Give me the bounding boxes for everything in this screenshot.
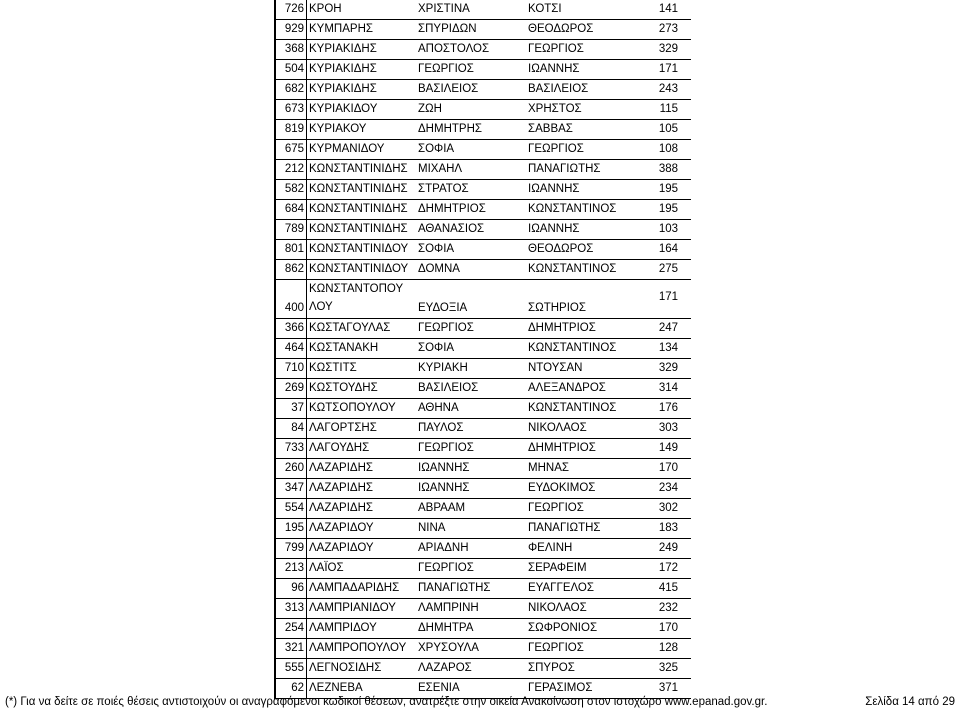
code-cell: 347 [274, 479, 307, 498]
table-row [274, 399, 691, 419]
table-row [274, 0, 691, 20]
position-cell: 103 [658, 223, 678, 235]
name-cell: ΔΗΜΗΤΡΑ [418, 622, 474, 634]
surname-cell: ΚΩΣΤΑΝΑΚΗ [309, 342, 379, 354]
position-cell: 325 [658, 662, 678, 674]
position-cell: 176 [658, 402, 678, 414]
code-cell: 684 [274, 200, 307, 219]
table-row [274, 319, 691, 339]
name-cell: ΝΙΝΑ [418, 522, 446, 534]
name-cell: ΜΙΧΑΗΛ [418, 163, 463, 175]
father-name-cell: ΠΑΝΑΓΙΩΤΗΣ [528, 163, 601, 175]
position-cell: 170 [658, 622, 678, 634]
code-cell: 321 [274, 639, 307, 658]
father-name-cell: ΕΥΑΓΓΕΛΟΣ [528, 582, 594, 594]
name-cell: ΑΘΑΝΑΣΙΟΣ [418, 223, 485, 235]
code-cell: 313 [274, 599, 307, 618]
name-cell: ΓΕΩΡΓΙΟΣ [418, 63, 474, 75]
surname-cell: ΛΑΜΠΡΙΔΟΥ [309, 622, 377, 634]
father-name-cell: ΘΕΟΔΩΡΟΣ [528, 243, 594, 255]
surname-cell: ΛΑΖΑΡΙΔΗΣ [309, 482, 374, 494]
code-cell: 733 [274, 439, 307, 458]
position-cell: 171 [658, 63, 678, 75]
father-name-cell: ΝΙΚΟΛΑΟΣ [528, 422, 587, 434]
code-cell: 368 [274, 40, 307, 59]
surname-cell: ΛΑΖΑΡΙΔΟΥ [309, 542, 374, 554]
position-cell: 234 [658, 482, 678, 494]
surname-cell: ΚΩΣΤΟΥΔΗΣ [309, 382, 378, 394]
position-cell: 183 [658, 522, 678, 534]
position-cell: 273 [658, 23, 678, 35]
table-row [274, 419, 691, 439]
father-name-cell: ΣΩΦΡΟΝΙΟΣ [528, 622, 598, 634]
page-number: Σελίδα 14 από 29 [865, 696, 955, 708]
code-cell: 710 [274, 359, 307, 378]
code-cell: 929 [274, 20, 307, 39]
code-cell: 269 [274, 379, 307, 398]
position-cell: 164 [658, 243, 678, 255]
surname-cell: ΛΑΜΠΡΙΑΝΙΔΟΥ [309, 602, 396, 614]
position-cell: 302 [658, 502, 678, 514]
table-row [274, 619, 691, 639]
father-name-cell: ΣΩΤΗΡΙΟΣ [528, 302, 586, 314]
code-cell: 213 [274, 559, 307, 578]
name-cell: ΠΑΝΑΓΙΩΤΗΣ [418, 582, 491, 594]
code-cell: 96 [274, 579, 307, 598]
father-name-cell: ΙΩΑΝΝΗΣ [528, 183, 580, 195]
position-cell: 105 [658, 123, 678, 135]
position-cell: 115 [659, 103, 678, 115]
code-cell: 862 [274, 260, 307, 279]
father-name-cell: ΓΕΩΡΓΙΟΣ [528, 642, 584, 654]
table-row [274, 559, 691, 579]
father-name-cell: ΓΕΡΑΣΙΜΟΣ [528, 682, 593, 694]
name-cell: ΣΤΡΑΤΟΣ [418, 183, 469, 195]
table-row [274, 459, 691, 479]
table-row [274, 639, 691, 659]
code-cell: 212 [274, 160, 307, 179]
position-cell: 314 [658, 382, 678, 394]
position-cell: 171 [658, 291, 678, 303]
position-cell: 247 [658, 322, 678, 334]
code-cell: 682 [274, 80, 307, 99]
table-row [274, 120, 691, 140]
table-row [274, 200, 691, 220]
surname-cell: ΛΑΖΑΡΙΔΟΥ [309, 522, 374, 534]
position-cell: 388 [658, 163, 678, 175]
position-cell: 329 [658, 43, 678, 55]
father-name-cell: ΣΑΒΒΑΣ [528, 123, 573, 135]
table-row [274, 260, 691, 280]
position-cell: 195 [658, 183, 678, 195]
table-row [274, 659, 691, 679]
table-row [274, 20, 691, 40]
name-cell: ΙΩΑΝΝΗΣ [418, 462, 470, 474]
results-table [274, 0, 691, 699]
surname-cell: ΚΩΝΣΤΑΝΤΟΠΟΥΛΟΥ [309, 283, 404, 313]
name-cell: ΑΡΙΑΔΝΗ [418, 542, 469, 554]
table-row [274, 40, 691, 60]
table-row [274, 140, 691, 160]
surname-cell: ΚΥΡΙΑΚΙΔΗΣ [309, 63, 377, 75]
name-cell: ΛΑΜΠΡΙΝΗ [418, 602, 479, 614]
position-cell: 108 [658, 143, 678, 155]
position-cell: 141 [658, 3, 678, 15]
father-name-cell: ΚΩΝΣΤΑΝΤΙΝΟΣ [528, 203, 617, 215]
name-cell: ΧΡΥΣΟΥΛΑ [418, 642, 479, 654]
father-name-cell: ΠΑΝΑΓΙΩΤΗΣ [528, 522, 601, 534]
name-cell: ΣΟΦΙΑ [418, 342, 455, 354]
code-cell: 819 [274, 120, 307, 139]
father-name-cell: ΙΩΑΝΝΗΣ [528, 223, 580, 235]
code-cell: 555 [274, 659, 307, 678]
table-row [274, 599, 691, 619]
surname-cell: ΚΥΡΙΑΚΙΔΟΥ [309, 103, 378, 115]
father-name-cell: ΜΗΝΑΣ [528, 462, 569, 474]
father-name-cell: ΕΥΔΟΚΙΜΟΣ [528, 482, 596, 494]
position-cell: 275 [658, 263, 678, 275]
code-cell: 675 [274, 140, 307, 159]
surname-cell: ΚΩΝΣΤΑΝΤΙΝΙΔΗΣ [309, 203, 408, 215]
position-cell: 371 [658, 682, 678, 694]
name-cell: ΛΑΖΑΡΟΣ [418, 662, 472, 674]
surname-cell: ΚΡΟΗ [309, 3, 342, 15]
code-cell: 366 [274, 319, 307, 338]
code-cell: 789 [274, 220, 307, 239]
surname-cell: ΛΑΖΑΡΙΔΗΣ [309, 462, 374, 474]
father-name-cell: ΓΕΩΡΓΙΟΣ [528, 143, 584, 155]
code-cell: 37 [274, 399, 307, 418]
surname-cell: ΚΩΝΣΤΑΝΤΙΝΙΔΗΣ [309, 223, 408, 235]
code-cell: 504 [274, 60, 307, 79]
name-cell: ΣΟΦΙΑ [418, 243, 455, 255]
name-cell: ΒΑΣΙΛΕΙΟΣ [418, 83, 479, 95]
code-cell: 801 [274, 240, 307, 259]
father-name-cell: ΚΩΝΣΤΑΝΤΙΝΟΣ [528, 342, 617, 354]
surname-cell: ΚΩΝΣΤΑΝΤΙΝΙΔΗΣ [309, 183, 408, 195]
name-cell: ΓΕΩΡΓΙΟΣ [418, 322, 474, 334]
code-cell: 62 [274, 679, 307, 698]
position-cell: 243 [658, 83, 678, 95]
father-name-cell: ΓΕΩΡΓΙΟΣ [528, 43, 584, 55]
name-cell: ΧΡΙΣΤΙΝΑ [418, 3, 470, 15]
table-row [274, 80, 691, 100]
name-cell: ΣΠΥΡΙΔΩΝ [418, 23, 477, 35]
surname-cell: ΛΑΓΟΥΔΗΣ [309, 442, 370, 454]
name-cell: ΣΟΦΙΑ [418, 143, 455, 155]
surname-cell: ΛΑΪΟΣ [309, 562, 344, 574]
surname-cell: ΛΑΓΟΡΤΣΗΣ [309, 422, 377, 434]
father-name-cell: ΓΕΩΡΓΙΟΣ [528, 502, 584, 514]
name-cell: ΖΩΗ [418, 103, 442, 115]
surname-cell: ΚΥΡΙΑΚΙΔΗΣ [309, 43, 377, 55]
name-cell: ΔΟΜΝΑ [418, 263, 460, 275]
name-cell: ΠΑΥΛΟΣ [418, 422, 464, 434]
code-cell: 195 [274, 519, 307, 538]
surname-cell: ΚΩΣΤΑΓΟΥΛΑΣ [309, 322, 391, 334]
surname-cell: ΛΑΜΠΡΟΠΟΥΛΟΥ [309, 642, 407, 654]
name-cell: ΕΥΔΟΞΙΑ [418, 302, 468, 314]
position-cell: 149 [658, 442, 678, 454]
name-cell: ΔΗΜΗΤΡΗΣ [418, 123, 482, 135]
code-cell: 726 [274, 0, 307, 19]
father-name-cell: ΔΗΜΗΤΡΙΟΣ [528, 442, 596, 454]
code-cell: 84 [274, 419, 307, 438]
father-name-cell: ΦΕΛΙΝΗ [528, 542, 573, 554]
table-row [274, 519, 691, 539]
position-cell: 329 [658, 362, 678, 374]
code-cell: 464 [274, 339, 307, 358]
table-row [274, 579, 691, 599]
code-cell: 260 [274, 459, 307, 478]
father-name-cell: ΙΩΑΝΝΗΣ [528, 63, 580, 75]
position-cell: 232 [658, 602, 678, 614]
table-row [274, 539, 691, 559]
table-row [274, 479, 691, 499]
surname-cell: ΚΩΝΣΤΑΝΤΙΝΙΔΗΣ [309, 163, 408, 175]
code-cell: 400 [274, 280, 307, 318]
position-cell: 249 [658, 542, 678, 554]
father-name-cell: ΝΤΟΥΣΑΝ [528, 362, 583, 374]
father-name-cell: ΝΙΚΟΛΑΟΣ [528, 602, 587, 614]
name-cell: ΓΕΩΡΓΙΟΣ [418, 562, 474, 574]
table-row [274, 379, 691, 399]
page-footer [5, 694, 955, 710]
table-row [274, 180, 691, 200]
surname-cell: ΚΥΡΙΑΚΙΔΗΣ [309, 83, 377, 95]
name-cell: ΓΕΩΡΓΙΟΣ [418, 442, 474, 454]
position-cell: 303 [658, 422, 678, 434]
name-cell: ΚΥΡΙΑΚΗ [418, 362, 468, 374]
surname-cell: ΛΕΓΝΟΣΙΔΗΣ [309, 662, 382, 674]
code-cell: 673 [274, 100, 307, 119]
position-cell: 170 [658, 462, 678, 474]
table-row [274, 280, 691, 319]
footer-note: (*) Για να δείτε σε ποιές θέσεις αντιστοιχούν οι αναγραφόμενοι κωδικοί θέσεων, ανατρέξτε στην οικεία Ανακοίνωση στον ιστοχώρο www.epanad.gov.gr. [5, 696, 768, 708]
father-name-cell: ΚΟΤΣΙ [528, 3, 562, 15]
table-row [274, 220, 691, 240]
code-cell: 582 [274, 180, 307, 199]
table-row [274, 240, 691, 260]
position-cell: 134 [658, 342, 678, 354]
father-name-cell: ΚΩΝΣΤΑΝΤΙΝΟΣ [528, 263, 617, 275]
surname-cell: ΚΥΡΜΑΝΙΔΟΥ [309, 143, 385, 155]
position-cell: 128 [658, 642, 678, 654]
table-row [274, 499, 691, 519]
position-cell: 172 [658, 562, 678, 574]
position-cell: 195 [658, 203, 678, 215]
code-cell: 799 [274, 539, 307, 558]
name-cell: ΑΘΗΝΑ [418, 402, 459, 414]
father-name-cell: ΧΡΗΣΤΟΣ [528, 103, 582, 115]
name-cell: ΔΗΜΗΤΡΙΟΣ [418, 203, 486, 215]
father-name-cell: ΣΠΥΡΟΣ [528, 662, 575, 674]
surname-cell: ΚΩΝΣΤΑΝΤΙΝΙΔΟΥ [309, 263, 409, 275]
position-cell: 415 [658, 582, 678, 594]
surname-cell: ΚΩΝΣΤΑΝΤΙΝΙΔΟΥ [309, 243, 409, 255]
surname-cell: ΚΩΣΤΙΤΣ [309, 362, 357, 374]
table-row [274, 439, 691, 459]
name-cell: ΑΠΟΣΤΟΛΟΣ [418, 43, 490, 55]
surname-cell: ΚΩΤΣΟΠΟΥΛΟΥ [309, 402, 396, 414]
table-row [274, 339, 691, 359]
father-name-cell: ΚΩΝΣΤΑΝΤΙΝΟΣ [528, 402, 617, 414]
name-cell: ΙΩΑΝΝΗΣ [418, 482, 470, 494]
name-cell: ΒΑΣΙΛΕΙΟΣ [418, 382, 479, 394]
father-name-cell: ΒΑΣΙΛΕΙΟΣ [528, 83, 589, 95]
table-row [274, 60, 691, 80]
code-cell: 554 [274, 499, 307, 518]
surname-cell: ΛΑΜΠΑΔΑΡΙΔΗΣ [309, 582, 400, 594]
father-name-cell: ΔΗΜΗΤΡΙΟΣ [528, 322, 596, 334]
table-row [274, 359, 691, 379]
father-name-cell: ΑΛΕΞΑΝΔΡΟΣ [528, 382, 606, 394]
name-cell: ΕΣΕΝΙΑ [418, 682, 460, 694]
father-name-cell: ΘΕΟΔΩΡΟΣ [528, 23, 594, 35]
father-name-cell: ΣΕΡΑΦΕΙΜ [528, 562, 587, 574]
table-row [274, 100, 691, 120]
name-cell: ΑΒΡΑΑΜ [418, 502, 466, 514]
surname-cell: ΚΥΜΠΑΡΗΣ [309, 23, 373, 35]
surname-cell: ΛΕΖΝΕΒΑ [309, 682, 363, 694]
surname-cell: ΚΥΡΙΑΚΟΥ [309, 123, 367, 135]
code-cell: 254 [274, 619, 307, 638]
table-row [274, 160, 691, 180]
surname-cell: ΛΑΖΑΡΙΔΗΣ [309, 502, 374, 514]
